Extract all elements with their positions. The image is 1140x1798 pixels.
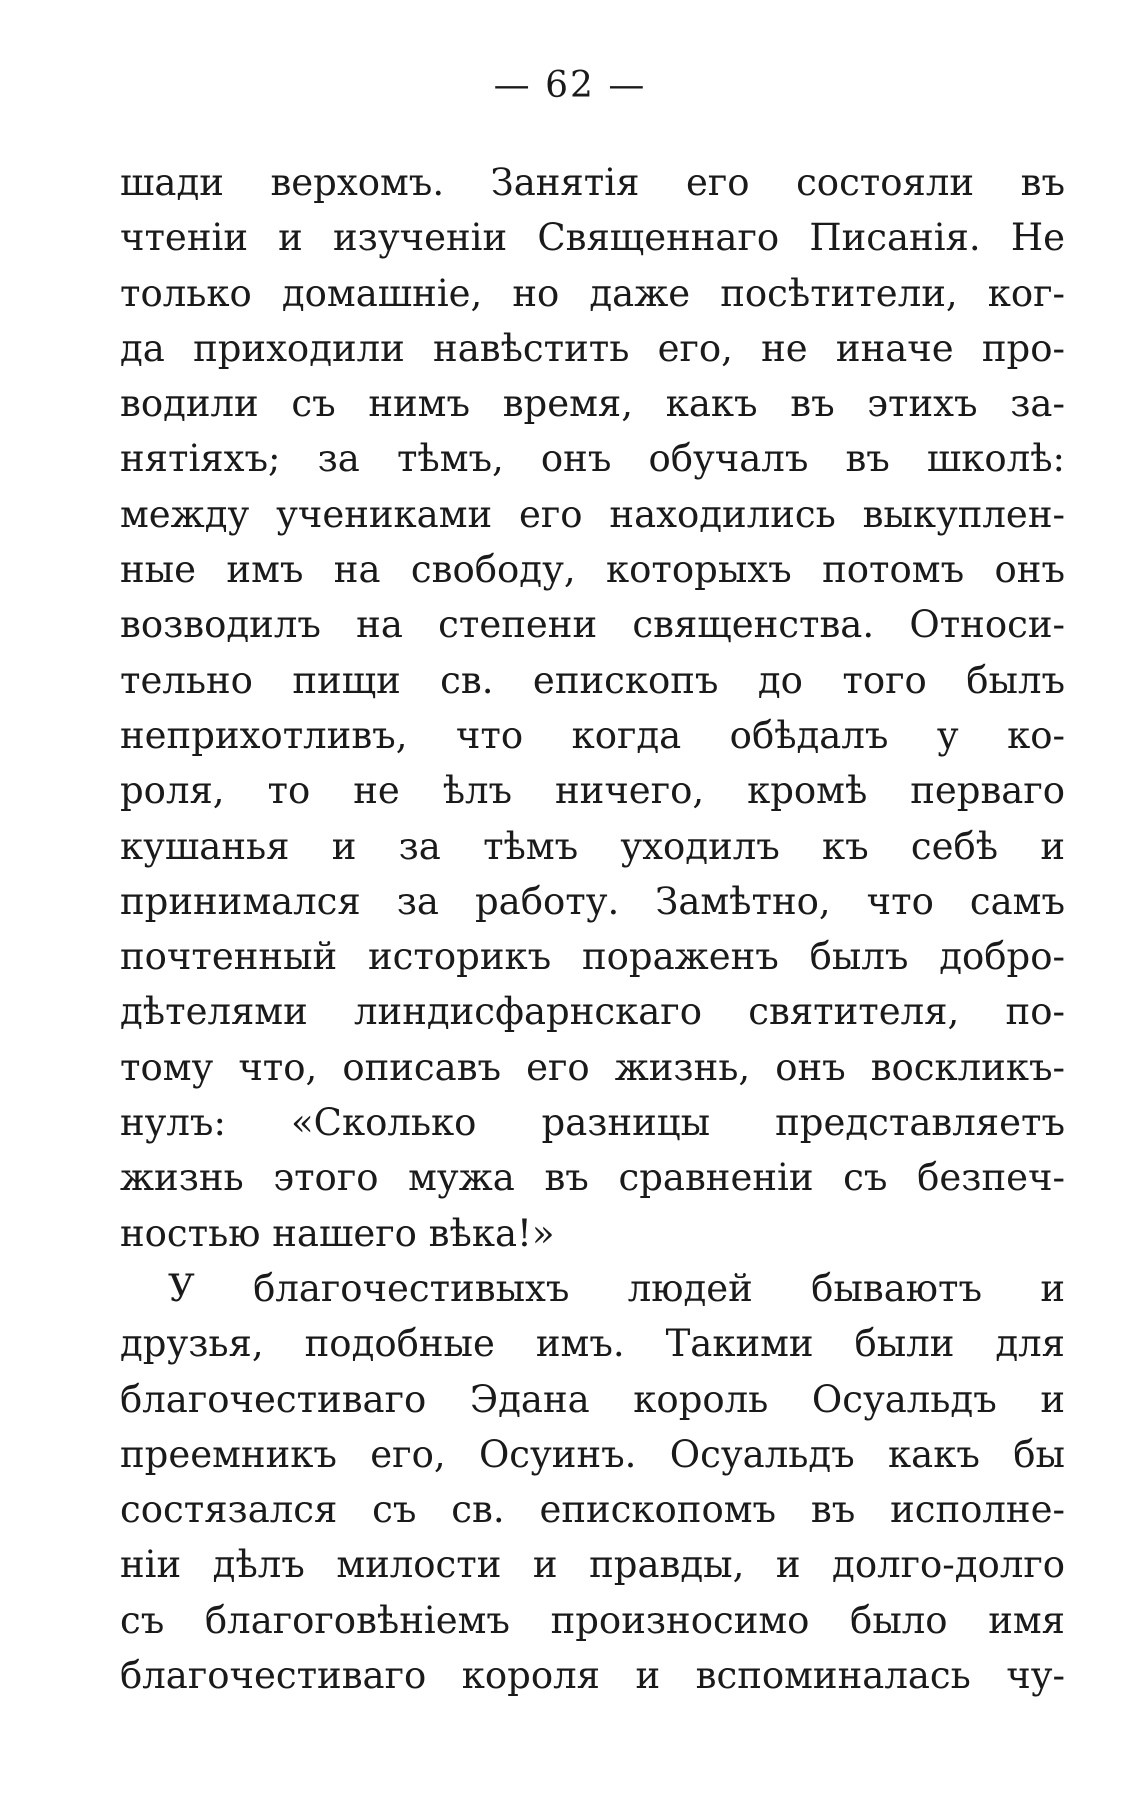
text-line: тому что, описавъ его жизнь, онъ воскликъ- (120, 1045, 1065, 1089)
text-line: нулъ: «Сколько разницы представляетъ (120, 1101, 1065, 1145)
text-line: почтенный историкъ пораженъ былъ добро- (120, 935, 1065, 979)
text-line: принимался за работу. Замѣтно, что самъ (120, 879, 1065, 923)
text-line: жизнь этого мужа въ сравненіи съ безпеч- (120, 1156, 1065, 1200)
text-line: между учениками его находились выкуплен- (120, 492, 1065, 536)
text-line: шади верхомъ. Занятія его состояли въ (120, 161, 1065, 204)
text-line: только домашніе, но даже посѣтители, ког- (120, 271, 1065, 315)
page-number: — 62 — (493, 65, 647, 106)
text-line: ностью нашего вѣка!» (120, 1211, 555, 1255)
text-line: У благочестивыхъ людей бываютъ и (168, 1266, 1065, 1310)
text-line: кушанья и за тѣмъ уходилъ къ себѣ и (120, 824, 1065, 868)
text-line: благочестиваго короля и вспоминалась чу- (120, 1654, 1065, 1698)
text-line: да приходили навѣстить его, не иначе про- (120, 326, 1065, 370)
text-line: неприхотливъ, что когда обѣдалъ у ко- (120, 713, 1065, 757)
text-line: дѣтелями линдисфарнскаго святителя, по- (120, 990, 1065, 1034)
text-line: водили съ нимъ время, какъ въ этихъ за- (120, 382, 1065, 426)
body-text (120, 155, 1065, 1703)
text-line: преемникъ его, Осуинъ. Осуальдъ какъ бы (120, 1432, 1065, 1476)
text-line: благочестиваго Эдана король Осуальдъ и (120, 1377, 1065, 1421)
text-line: возводилъ на степени священства. Относи- (120, 603, 1065, 647)
text-line: тельно пищи св. епископъ до того былъ (120, 658, 1065, 702)
text-line: нятіяхъ; за тѣмъ, онъ обучалъ въ школѣ: (120, 437, 1065, 481)
text-line: друзья, подобные имъ. Такими были для (120, 1322, 1065, 1366)
text-line: съ благоговѣніемъ произносимо было имя (120, 1598, 1065, 1642)
text-line: роля, то не ѣлъ ничего, кромѣ перваго (120, 769, 1065, 813)
text-line: ніи дѣлъ милости и правды, и долго-долго (120, 1543, 1065, 1587)
text-line: чтеніи и изученіи Священнаго Писанія. Не (120, 216, 1065, 260)
text-line: ные имъ на свободу, которыхъ потомъ онъ (120, 548, 1065, 592)
text-line: состязался съ св. епископомъ въ исполне- (120, 1488, 1065, 1532)
